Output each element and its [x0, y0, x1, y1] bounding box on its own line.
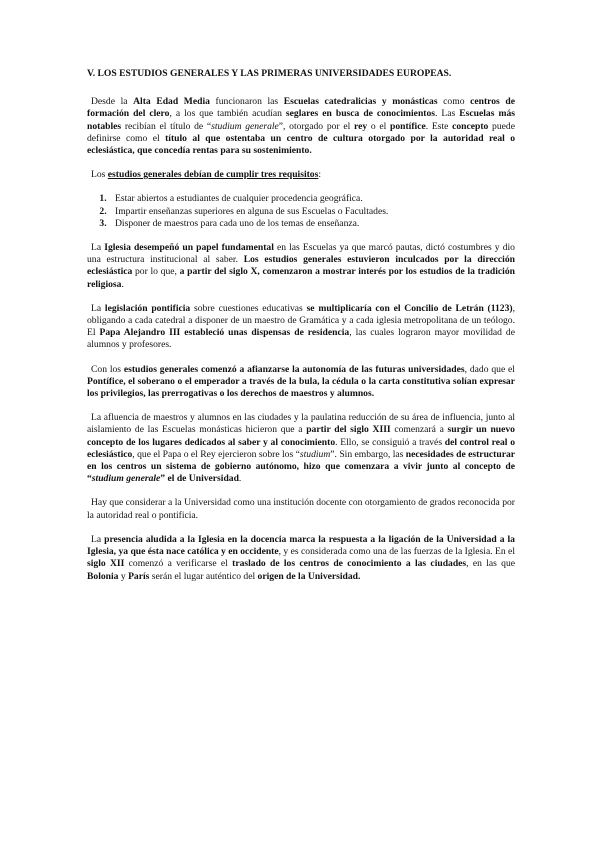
document-page [87, 68, 515, 595]
paragraph-1: Desde la Alta Edad Media funcionaron las Escuelas catedralicias y monásticas como centros de formación del clero, a los que también acudían seglares en busca de conocimientos. Las Escuelas más notables recibían el título de “studium generale”, otorgado por el rey o el pontífice. Este concepto puede definirse como el título al que ostentaba un centro de cultura otorgado por la autoridad real o eclesiástica, que concedía rentas para su sostenimiento. [87, 96, 516, 157]
requirements-list [87, 193, 515, 230]
paragraph-2: Los estudios generales debían de cumplir tres requisitos: [91, 169, 322, 181]
list-item: 2. Impartir enseñanzas superiores en alguna de sus Escuelas o Facultades. [109, 206, 515, 218]
paragraph-6: La afluencia de maestros y alumnos en las ciudades y la paulatina reducción de su área de influencia, junto al aislamiento de las Escuelas monásticas hicieron que a partir del siglo XIII comenzará a surgir un nuevo concepto de los lugares dedicados al saber y al conocimiento. Ello, se consiguió a través del control real o eclesiástico, que el Papa o el Rey ejercieron sobre los “studium”. Sin embargo, las necesidades de estructurar en los centros un sistema de gobierno autónomo, hizo que comenzara a vivir junto al concepto de “studium generale” el de Universidad. [87, 412, 516, 485]
paragraph-8: La presencia aludida a la Iglesia en la docencia marca la respuesta a la ligación de la Universidad a la Iglesia, ya que ésta nace católica y en occidente, y es considerada como una de las fuerzas de la Iglesia. En el siglo XII comenzó a verificarse el traslado de los centros de conocimiento a las ciudades, en las que Bolonia y París serán el lugar auténtico del origen de la Universidad. [87, 533, 515, 582]
section-title: V. LOS ESTUDIOS GENERALES Y LAS PRIMERAS UNIVERSIDADES EUROPEAS. [87, 68, 452, 79]
paragraph-7: Hay que considerar a la Universidad como una institución docente con otorgamiento de grados reconocida por la autoridad real o pontificia. [87, 497, 515, 521]
list-item: 3. Disponer de maestros para cada uno de los temas de enseñanza. [109, 218, 515, 230]
paragraph-4: La legislación pontificia sobre cuestiones educativas se multiplicaría con el Concilio de Letrán (1123), obligando a cada catedral a disponer de un maestro de Gramática y a cada iglesia metropolitana de un teólogo. El Papa Alejandro III estableció unas dispensas de residencia, las cuales lograron mayor movilidad de alumnos y profesores. [87, 302, 516, 351]
list-item: 1. Estar abiertos a estudiantes de cualquier procedencia geográfica. [109, 193, 515, 205]
paragraph-5: Con los estudios generales comenzó a afianzarse la autonomía de las futuras universidades, dado que el Pontífice, el soberano o el emperador a través de la bula, la cédula o la carta constitutiva solían expresar los privilegios, las prerrogativas o los derechos de maestros y alumnos. [87, 363, 515, 400]
paragraph-3: La Iglesia desempeñó un papel fundamental en las Escuelas ya que marcó pautas, dictó costumbres y dio una estructura institucional al saber. Los estudios generales estuvieron inculcados por la dirección eclesiástica por lo que, a partir del siglo X, comenzaron a mostrar interés por los estudios de la tradición religiosa. [87, 242, 515, 290]
